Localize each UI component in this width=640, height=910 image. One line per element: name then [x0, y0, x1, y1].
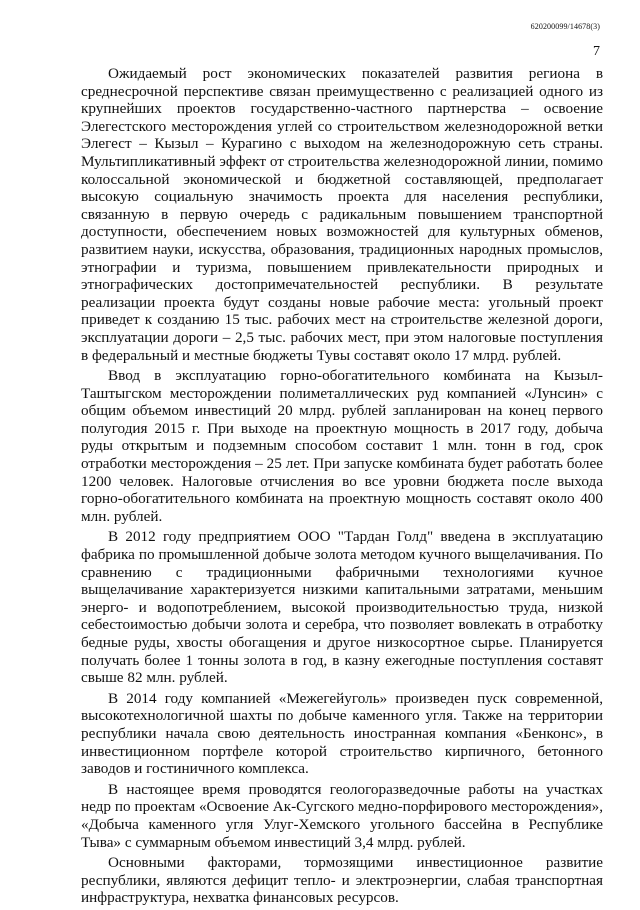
document-id: 620200099/14678(3)	[530, 22, 600, 31]
paragraph-elegest-railway: Ожидаемый рост экономических показателей развития региона в среднесрочной перспективе связан преимущественно с реализацией одного из крупнейших проектов государственно-частного партнерства – освоение Элегестского месторождения углей со строительством железнодорожной ветки Элегест – Кызыл – Курагино с выходом на железнодорожную сеть страны. Мультипликативный эффект от строительства железнодорожной линии, помимо колоссальной экономической и бюджетной составляющей, предполагает высокую социальную значимость проекта для населения республики, связанную в первую очередь с радикальным повышением транспортной доступности, обеспечением новых возможностей для культурных обменов, развитием науки, искусства, образования, традиционных народных промыслов, этнографии и туризма, повышением привлекательности природных и этнографических достопримечательностей республики. В результате реализации проекта будут созданы новые рабочие места: угольный проект приведет к созданию 15 тыс. рабочих мест на строительстве железной дороги, эксплуатации дороги – 2,5 тыс. рабочих мест, при этом налоговые поступления в федеральный и местные бюджеты Тувы составят около 17 млрд. рублей.	[81, 65, 603, 364]
paragraph-limiting-factors: Основными факторами, тормозящими инвестиционное развитие республики, являются дефицит тепло- и электроэнергии, слабая транспортная инфраструктура, нехватка финансовых ресурсов.	[81, 854, 603, 907]
paragraph-mezhegeyugol: В 2014 году компанией «Межегейуголь» произведен пуск современной, высокотехнологичной шахты по добыче каменного угля. Также на территории республики начала свою деятельность иностранная компания «Бенконс», в инвестиционном портфеле которой строительство кирпичного, бетонного заводов и гостиничного комплекса.	[81, 689, 603, 778]
body-text	[81, 65, 603, 910]
paragraph-geological-exploration: В настоящее время проводятся геологоразведочные работы на участках недр по проектам «Освоение Ак-Сугского медно-порфирового месторождения», «Добыча каменного угля Улуг-Хемского угольного бассейна в Республике Тыва» с суммарным объемом инвестиций 3,4 млрд. рублей.	[81, 780, 603, 851]
paragraph-kyzyl-tashtyg-plant: Ввод в эксплуатацию горно-обогатительного комбината на Кызыл-Таштыгском месторождении полиметаллических руд компанией «Лунсин» с общим объемом инвестиций 20 млрд. рублей запланирован на конец первого полугодия 2015 г. При выходе на проектную мощность в 2017 году, добыча руды открытым и подземным способом составит 1 млн. тонн в год, срок отработки месторождения – 25 лет. При запуске комбината будет работать более 1200 человек. Налоговые отчисления во все уровни бюджета после выхода горно-обогатительного комбината на проектную мощность составят около 400 млн. рублей.	[81, 367, 603, 525]
page-number: 7	[593, 44, 600, 59]
paragraph-tardan-gold: В 2012 году предприятием ООО "Тардан Голд" введена в эксплуатацию фабрика по промышленной добыче золота методом кучного выщелачивания. По сравнению с традиционными фабричными технологиями кучное выщелачивание характеризуется низкими капитальными затратами, меньшим энерго- и водопотреблением, высокой производительностью труда, низкой себестоимостью добычи золота и серебра, что позволяет вовлекать в отработку бедные руды, хвосты обогащения и другое низкосортное сырье. Планируется получать более 1 тонны золота в год, в казну ежегодные поступления составят свыше 82 млн. рублей.	[81, 528, 603, 687]
